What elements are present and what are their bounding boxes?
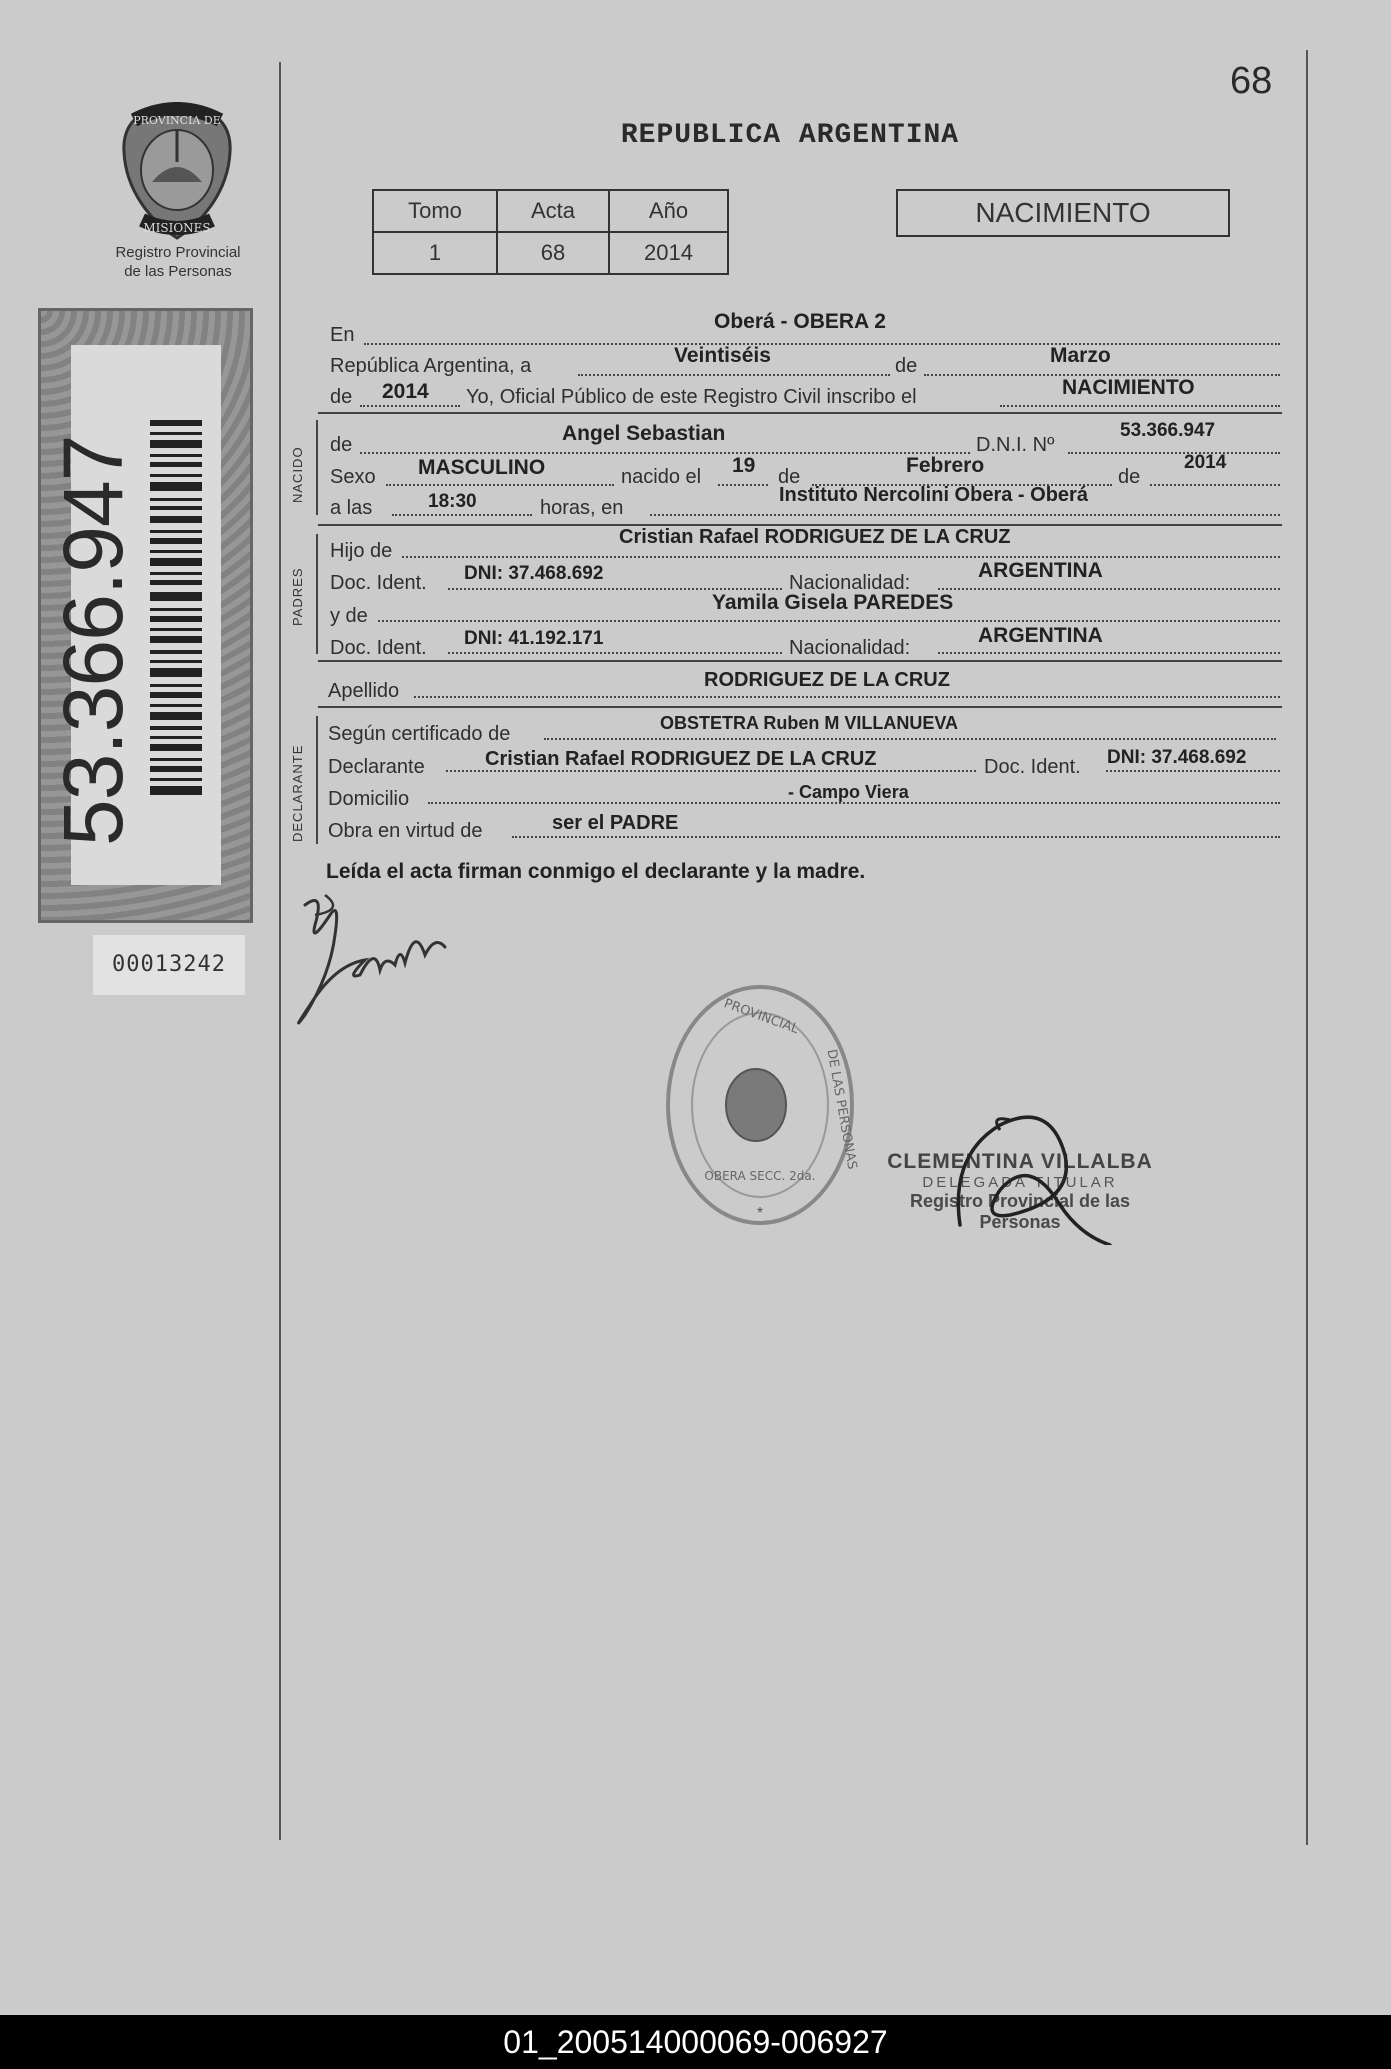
mother-signature-icon (285, 885, 460, 1035)
separator-line (318, 660, 1282, 662)
declarante-section-label: DECLARANTE (290, 744, 305, 842)
fill-line (402, 556, 1280, 558)
logo-caption (100, 243, 256, 281)
right-border-line (1306, 50, 1308, 1845)
mother-name-value: Yamila Gisela PAREDES (712, 591, 954, 614)
closing-statement: Leída el acta firman conmigo el declarante y la madre. (326, 860, 866, 883)
hijo-de-label: Hijo de (330, 540, 393, 562)
logo-top-text: PROVINCIA DE (133, 114, 221, 127)
father-nac-label: Nacionalidad: (789, 572, 911, 594)
birth-year-value: 2014 (1184, 452, 1227, 473)
serial-number: 00013242 (93, 935, 245, 995)
declarante-doc-value: DNI: 37.468.692 (1107, 747, 1247, 768)
svg-text:*: * (756, 1205, 764, 1222)
fill-line (364, 343, 1280, 345)
fill-line (650, 514, 1280, 516)
nacido-el-label: nacido el (621, 466, 702, 488)
horas-label: horas, en (540, 497, 624, 519)
obra-value: ser el PADRE (552, 812, 679, 834)
logo-bottom-text: MISIONES (143, 221, 211, 235)
nacido-de2-label: de (778, 466, 801, 488)
footer-filename: 01_200514000069-006927 (0, 2015, 1391, 2069)
document-title: REPUBLICA ARGENTINA (620, 120, 960, 151)
svg-text:DE LAS PERSONAS: DE LAS PERSONAS (823, 1048, 860, 1171)
month-value: Marzo (1050, 344, 1111, 367)
fill-line (1150, 484, 1280, 486)
nacido-section-label: NACIDO (290, 446, 305, 503)
cert-label: Según certificado de (328, 723, 511, 745)
fill-line (938, 588, 1280, 590)
fill-line (938, 652, 1280, 654)
birth-day-value: 19 (732, 454, 756, 477)
apellido-value: RODRIGUEZ DE LA CRUZ (704, 669, 950, 691)
fill-line (448, 652, 782, 654)
registry-header-tomo: Tomo (373, 190, 497, 232)
declarante-value: Cristian Rafael RODRIGUEZ DE LA CRUZ (485, 748, 877, 770)
official-signature-icon (940, 1095, 1120, 1245)
fill-line (448, 588, 782, 590)
cert-value: OBSTETRA Ruben M VILLANUEVA (660, 713, 958, 733)
place-value: Oberá - OBERA 2 (714, 310, 886, 333)
domicilio-label: Domicilio (328, 788, 410, 810)
father-doc-value: DNI: 37.468.692 (464, 563, 604, 584)
logo-caption-line1: Registro Provincial (115, 244, 241, 261)
fill-line (1106, 770, 1280, 772)
stamp-office: Registro Provincial de las Personas (909, 1191, 1131, 1232)
act-type-value: NACIMIENTO (1062, 376, 1195, 399)
page-number: 68 (1230, 60, 1273, 102)
official-seal-icon (660, 980, 860, 1240)
logo-caption-line2: de las Personas (124, 263, 232, 280)
child-dni-value: 53.366.947 (1120, 420, 1216, 441)
fill-line (360, 452, 970, 454)
registry-table-value-row (373, 232, 728, 274)
fill-line (1000, 405, 1280, 407)
father-name-value: Cristian Rafael RODRIGUEZ DE LA CRUZ (619, 526, 1011, 548)
yde-label: y de (330, 605, 368, 627)
de2-label: de (330, 386, 353, 408)
domicilio-value: - Campo Viera (788, 782, 909, 802)
fill-line (378, 620, 1280, 622)
svg-text:PROVINCIAL: PROVINCIAL (721, 996, 801, 1038)
fill-line (414, 696, 1280, 698)
registry-table (372, 189, 729, 275)
stamp-role: DELEGADA TITULAR (922, 1174, 1118, 1191)
fill-line (360, 405, 460, 407)
sticker-id-number: 53.366.947 (46, 435, 140, 846)
fill-line (578, 374, 890, 376)
registry-value-tomo: 1 (373, 232, 497, 274)
svg-text:OBERA SECC. 2da.: OBERA SECC. 2da. (704, 1169, 816, 1183)
declarante-doc-label: Doc. Ident. (984, 756, 1081, 778)
misiones-coat-of-arms-logo (112, 102, 242, 242)
mother-nat-value: ARGENTINA (978, 624, 1103, 647)
sexo-value: MASCULINO (418, 456, 546, 479)
section-bracket (316, 420, 318, 515)
day-value: Veintiséis (674, 344, 771, 367)
father-doc-label: Doc. Ident. (330, 572, 427, 594)
fill-line (1068, 452, 1280, 454)
fill-line (718, 484, 768, 486)
nacido-de-label: de (330, 434, 353, 456)
stamp-name: CLEMENTINA VILLALBA (887, 1150, 1153, 1173)
birth-month-value: Febrero (906, 454, 985, 477)
alas-label: a las (330, 497, 373, 519)
fill-line (392, 514, 532, 516)
birth-place-value: Instituto Nercolini Obera - Oberá (779, 484, 1088, 506)
en-label: En (330, 324, 355, 346)
birth-time-value: 18:30 (428, 491, 477, 512)
nacido-de3-label: de (1118, 466, 1141, 488)
republica-label: República Argentina, a (330, 355, 532, 377)
sexo-label: Sexo (330, 466, 376, 488)
child-name-value: Angel Sebastian (562, 422, 726, 445)
apellido-label: Apellido (328, 680, 400, 702)
padres-section-label: PADRES (290, 567, 305, 626)
yo-label: Yo, Oficial Público de este Registro Civil inscribo el (466, 386, 917, 408)
father-nat-value: ARGENTINA (978, 559, 1103, 582)
document-type-box: NACIMIENTO (896, 189, 1230, 237)
left-border-line (279, 62, 281, 1840)
registry-header-ano: Año (609, 190, 728, 232)
fill-line (386, 484, 614, 486)
section-bracket (316, 716, 318, 844)
registry-value-ano: 2014 (609, 232, 728, 274)
fill-line (512, 836, 1280, 838)
de-label: de (895, 355, 918, 377)
barcode-icon (150, 420, 202, 800)
registry-table-header-row (373, 190, 728, 232)
declarante-label: Declarante (328, 756, 425, 778)
separator-line (318, 706, 1282, 708)
obra-label: Obra en virtud de (328, 820, 483, 842)
fill-line (544, 738, 1276, 740)
separator-line (318, 412, 1282, 414)
year-value: 2014 (382, 380, 429, 403)
dni-label: D.N.I. Nº (976, 434, 1055, 456)
mother-doc-value: DNI: 41.192.171 (464, 628, 604, 649)
section-bracket (316, 534, 318, 654)
mother-nac-label: Nacionalidad: (789, 637, 911, 659)
registry-header-acta: Acta (497, 190, 609, 232)
registry-value-acta: 68 (497, 232, 609, 274)
mother-doc-label: Doc. Ident. (330, 637, 427, 659)
